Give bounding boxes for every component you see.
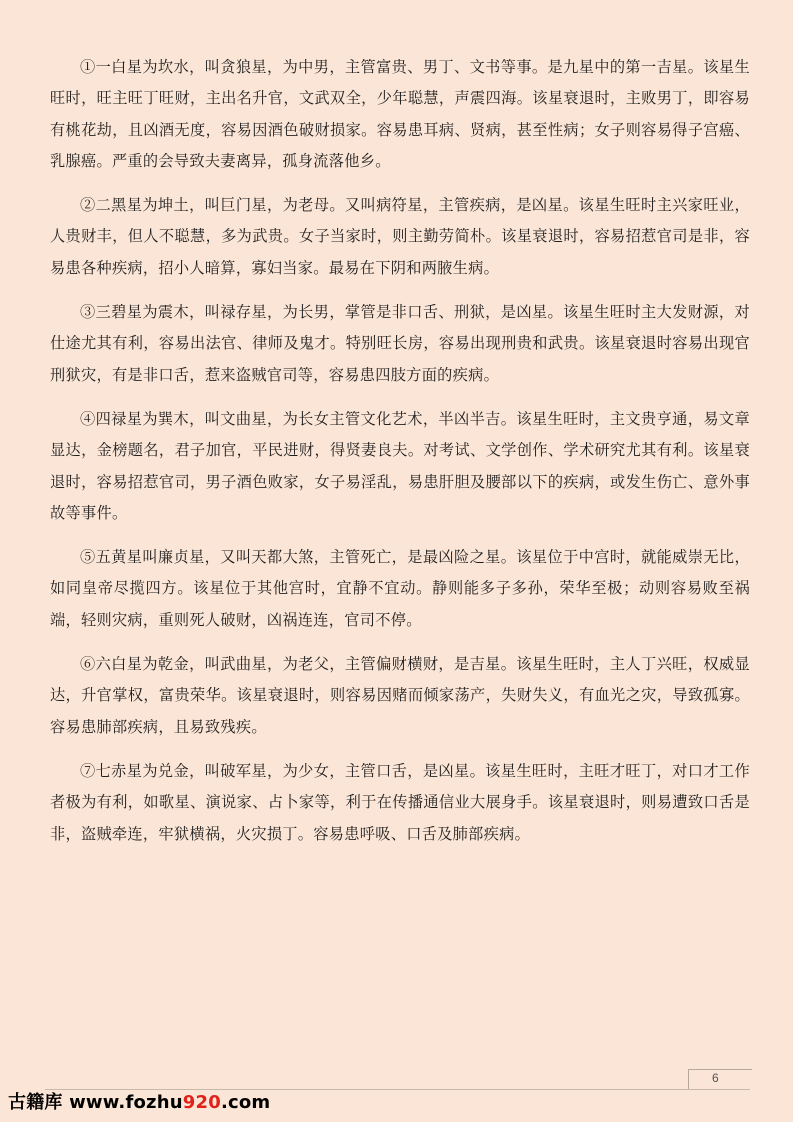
watermark-prefix: 古籍库 www.fozhu bbox=[8, 1092, 183, 1113]
paragraph-star-3: ③三碧星为震木，叫禄存星，为长男，掌管是非口舌、刑狱，是凶星。该星生旺时主大发财源，对仕途尤其有利，容易出法官、律师及鬼才。特别旺长房，容易出现刑贵和武贵。该星衰退时容易出现官刑狱灾，有是非口舌，惹来盗贼官司等，容易患四肢方面的疾病。 bbox=[50, 303, 750, 384]
page-number-frame bbox=[688, 1069, 752, 1090]
paragraph-star-2: ②二黑星为坤土，叫巨门星，为老母。又叫病符星，主管疾病，是凶星。该星生旺时主兴家旺业，人贵财丰，但人不聪慧，多为武贵。女子当家时，则主勤劳简朴。该星衰退时，容易招惹官司是非，容易患各种疾病，招小人暗算，寡妇当家。最易在下阴和两腋生病。 bbox=[50, 196, 750, 277]
paragraph-star-5: ⑤五黄星叫廉贞星，又叫天都大煞，主管死亡，是最凶险之星。该星位于中宫时，就能威崇无比，如同皇帝尽揽四方。该星位于其他宫时，宜静不宜动。静则能多子多孙，荣华至极；动则容易败至祸端，轻则灾病，重则死人破财，凶祸连连，官司不停。 bbox=[50, 548, 750, 629]
paragraph-star-6: ⑥六白星为乾金，叫武曲星，为老父，主管偏财横财，是吉星。该星生旺时，主人丁兴旺，权威显达，升官掌权，富贵荣华。该星衰退时，则容易因赌而倾家荡产，失财失义，有血光之灾，导致孤寡。容易患肺部疾病，且易致残疾。 bbox=[50, 655, 750, 736]
site-watermark bbox=[8, 1088, 270, 1114]
watermark-number: 920 bbox=[182, 1092, 221, 1113]
watermark-suffix: .com bbox=[220, 1092, 271, 1113]
paragraph-star-4: ④四禄星为巽木，叫文曲星，为长女主管文化艺术，半凶半吉。该星生旺时，主文贵亨通，易文章显达，金榜题名，君子加官，平民进财，得贤妻良夫。对考试、文学创作、学术研究尤其有利。该星衰退时，容易招惹官司，男子酒色败家，女子易淫乱，易患肝胆及腰部以下的疾病，或发生伤亡、意外事故等事件。 bbox=[50, 409, 750, 522]
page-number: 6 bbox=[712, 1071, 719, 1085]
document-body bbox=[50, 52, 750, 863]
paragraph-star-7: ⑦七赤星为兑金，叫破军星，为少女，主管口舌，是凶星。该星生旺时，主旺才旺丁，对口才工作者极为有利，如歌星、演说家、占卜家等，利于在传播通信业大展身手。该星衰退时，则易遭致口舌是非，盗贼牵连，牢狱横祸，火灾损丁。容易患呼吸、口舌及肺部疾病。 bbox=[50, 761, 750, 843]
paragraph-star-1: ①一白星为坎水，叫贪狼星，为中男，主管富贵、男丁、文书等事。是九星中的第一吉星。该星生旺时，旺主旺丁旺财，主出名升官，文武双全，少年聪慧，声震四海。该星衰退时，主败男丁，即容易有桃花劫，且凶酒无度，容易因酒色破财损家。容易患耳病、贤病，甚至性病；女子则容易得子宫癌、乳腺癌。严重的会导致夫妻离异，孤身流落他乡。 bbox=[50, 58, 750, 170]
